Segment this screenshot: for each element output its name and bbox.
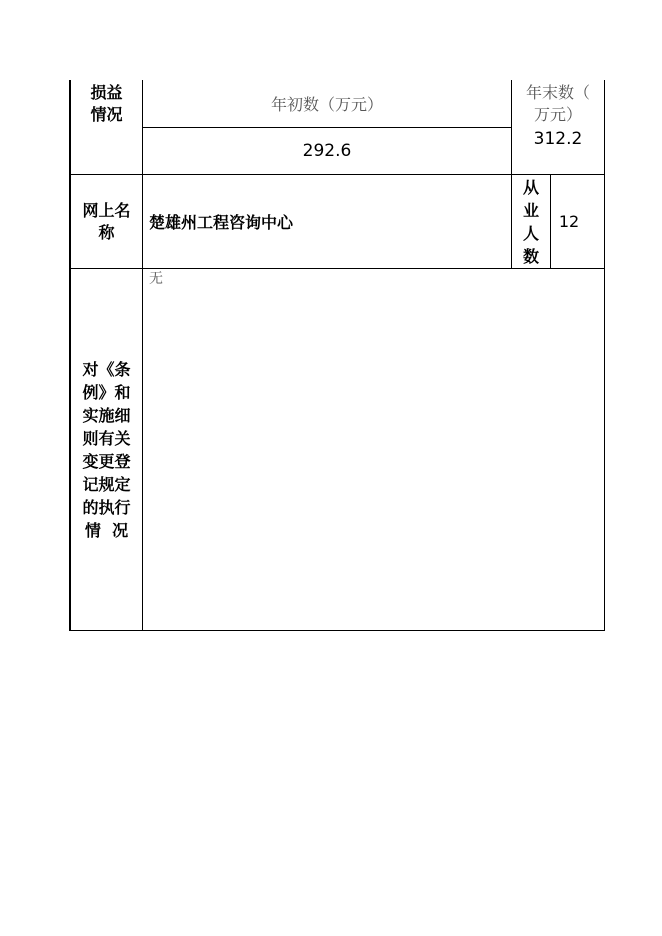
- table-border-bottom: [69, 630, 605, 631]
- regulation-label-line-3: 实施细: [82, 405, 131, 425]
- staff-count-label-char-3: 人: [522, 223, 539, 243]
- staff-count-label-char-4: 数: [522, 246, 539, 266]
- online-name-value: 楚雄州工程咨询中心: [149, 213, 294, 232]
- year-end-header-line-2: 万元）: [533, 104, 582, 124]
- staff-count-label: [512, 175, 550, 268]
- year-start-value: 292.6: [302, 141, 352, 161]
- profit-loss-label-line-1: 损益: [90, 83, 123, 102]
- regulation-label-line-8: 情 况: [84, 520, 129, 540]
- year-end-header: [512, 80, 604, 127]
- table-border-right: [604, 80, 605, 631]
- table-divider-row-2: [69, 268, 605, 269]
- regulation-label-line-5: 变更登: [82, 451, 131, 471]
- staff-count-label-char-2: 业: [522, 200, 539, 220]
- regulation-compliance-value: 无: [149, 271, 163, 287]
- regulation-label-line-7: 的执行: [82, 497, 131, 517]
- online-name-label: [71, 175, 142, 268]
- year-end-header-line-1: 年末数（: [525, 82, 590, 102]
- staff-count-label-char-1: 从: [522, 177, 539, 197]
- profit-loss-label-line-2: 情况: [90, 105, 123, 124]
- profit-loss-label: [71, 82, 142, 130]
- year-end-value: 312.2: [533, 129, 583, 149]
- online-name-label-line-2: 称: [98, 222, 115, 242]
- regulation-label-line-2: 例》和: [82, 382, 131, 402]
- regulation-label-line-1: 对《条: [82, 359, 131, 379]
- online-name-label-line-1: 网上名: [82, 200, 131, 220]
- staff-count-value: 12: [558, 212, 580, 231]
- regulation-compliance-label: [71, 269, 142, 630]
- year-start-header: 年初数（万元）: [270, 95, 383, 114]
- regulation-label-line-6: 记规定: [82, 474, 131, 494]
- regulation-label-line-4: 则有关: [82, 428, 131, 448]
